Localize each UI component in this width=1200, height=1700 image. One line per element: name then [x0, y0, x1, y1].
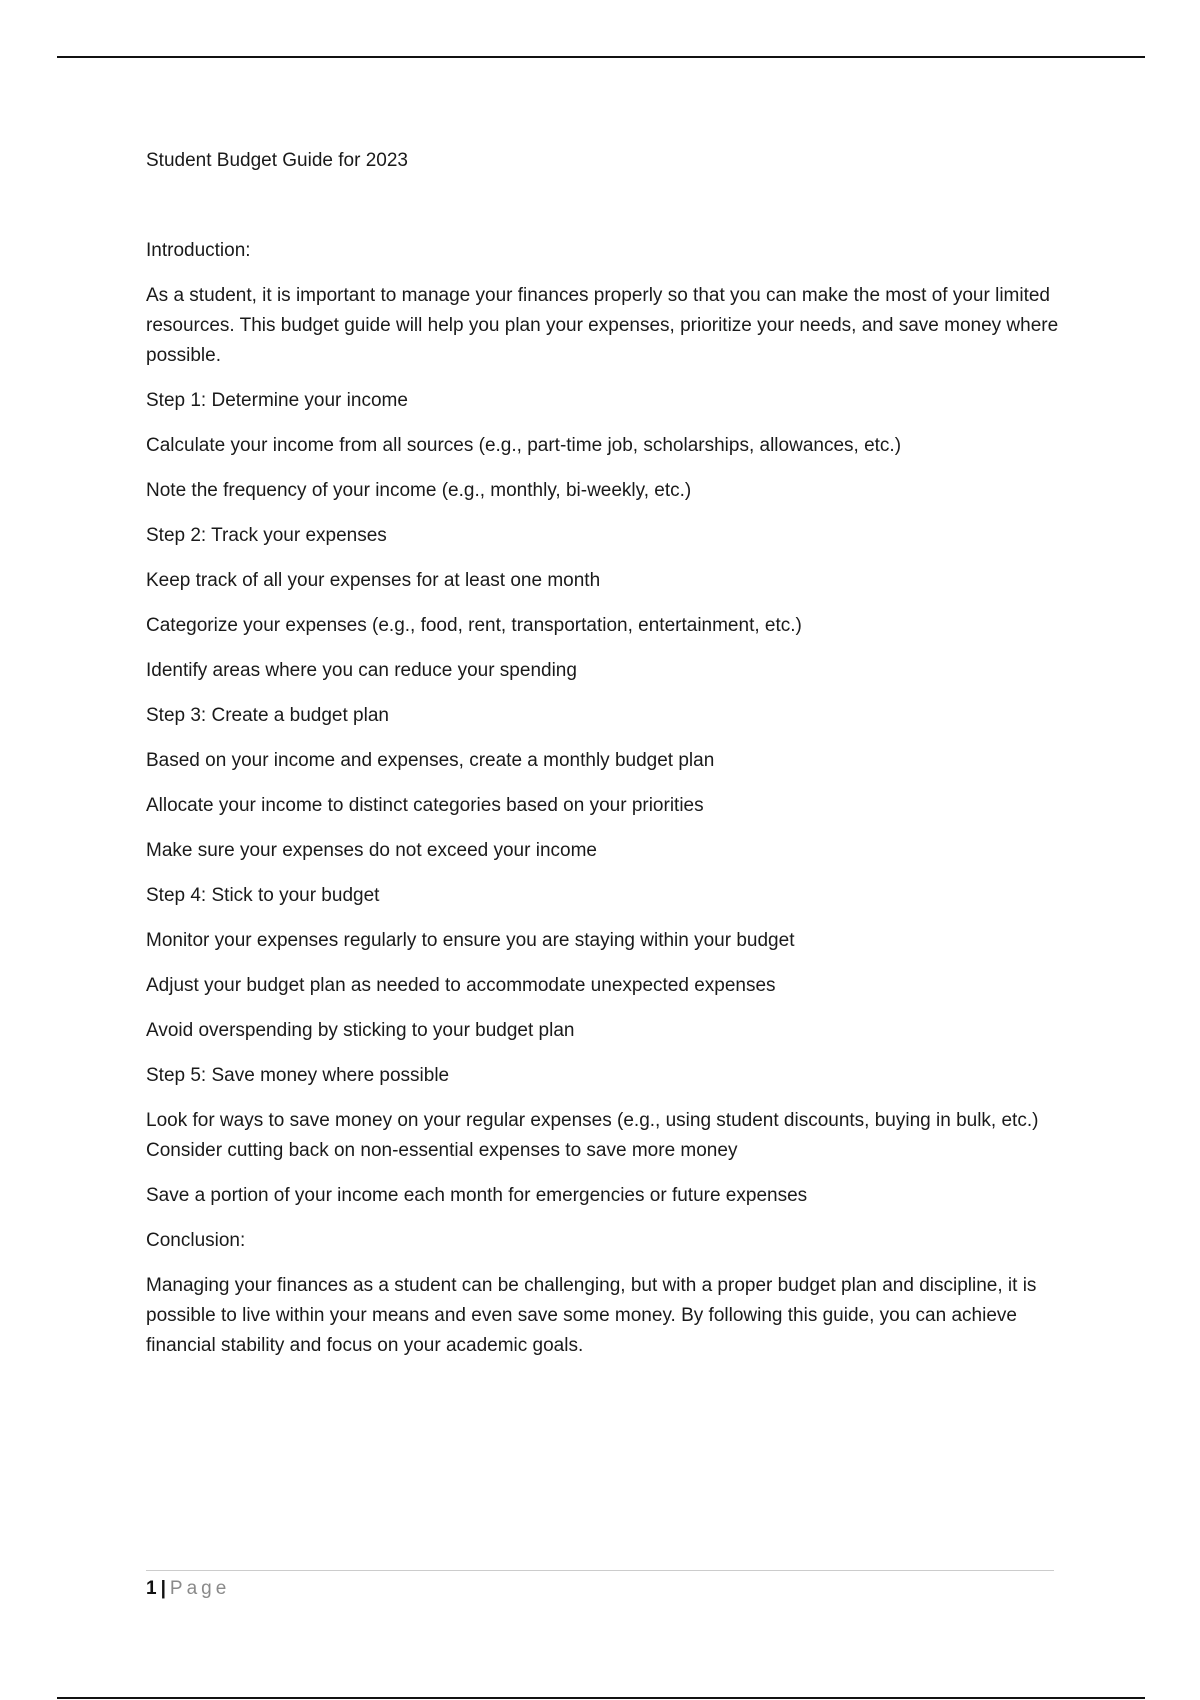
heading-introduction: Introduction: [146, 240, 251, 261]
step-2-item: Categorize your expenses (e.g., food, rent, transportation, entertainment, etc.) [146, 615, 802, 636]
intro-paragraph: As a student, it is important to manage your finances properly so that you can make the most of your limited resources. This budget guide will help you plan your expenses, prioritize your needs, and save money where possible. [146, 285, 1059, 366]
step-1-item: Calculate your income from all sources (e.g., part-time job, scholarships, allowances, etc.) [146, 435, 902, 456]
step-5-item: Save a portion of your income each month for emergencies or future expenses [146, 1185, 808, 1206]
heading-step-2: Step 2: Track your expenses [146, 525, 387, 546]
heading-step-4: Step 4: Stick to your budget [146, 885, 380, 906]
heading-step-5: Step 5: Save money where possible [146, 1065, 450, 1086]
step-2-item: Keep track of all your expenses for at least one month [146, 570, 601, 591]
page-number: 1 [146, 1578, 157, 1599]
step-3-item: Make sure your expenses do not exceed your income [146, 840, 597, 861]
conclusion-paragraph: Managing your finances as a student can be challenging, but with a proper budget plan and discipline, it is possible to live within your means and even save some money. By following this guide, you can achieve financial stability and focus on your academic goals. [146, 1275, 1037, 1356]
document-body [146, 146, 1066, 1376]
document-title: Student Budget Guide for 2023 [146, 150, 408, 171]
footer-separator: | [160, 1578, 166, 1599]
step-3-item: Based on your income and expenses, create a monthly budget plan [146, 750, 715, 771]
heading-conclusion: Conclusion: [146, 1230, 246, 1251]
page-label: Page [169, 1578, 231, 1599]
step-4-item: Adjust your budget plan as needed to accommodate unexpected expenses [146, 975, 776, 996]
step-4-item: Avoid overspending by sticking to your budget plan [146, 1020, 575, 1041]
step-3-item: Allocate your income to distinct categories based on your priorities [146, 795, 704, 816]
top-border-line [57, 56, 1145, 58]
heading-step-3: Step 3: Create a budget plan [146, 705, 389, 726]
bottom-border-line [57, 1697, 1145, 1699]
step-5-item: Look for ways to save money on your regular expenses (e.g., using student discounts, buying in bulk, etc.) Consider cutting back on non-essential expenses to save more money [146, 1110, 1039, 1161]
heading-step-1: Step 1: Determine your income [146, 390, 408, 411]
step-2-item: Identify areas where you can reduce your spending [146, 660, 577, 681]
footer-divider [146, 1570, 1054, 1571]
step-4-item: Monitor your expenses regularly to ensure you are staying within your budget [146, 930, 795, 951]
step-1-item: Note the frequency of your income (e.g., monthly, bi-weekly, etc.) [146, 480, 692, 501]
page-footer [146, 1576, 230, 1602]
